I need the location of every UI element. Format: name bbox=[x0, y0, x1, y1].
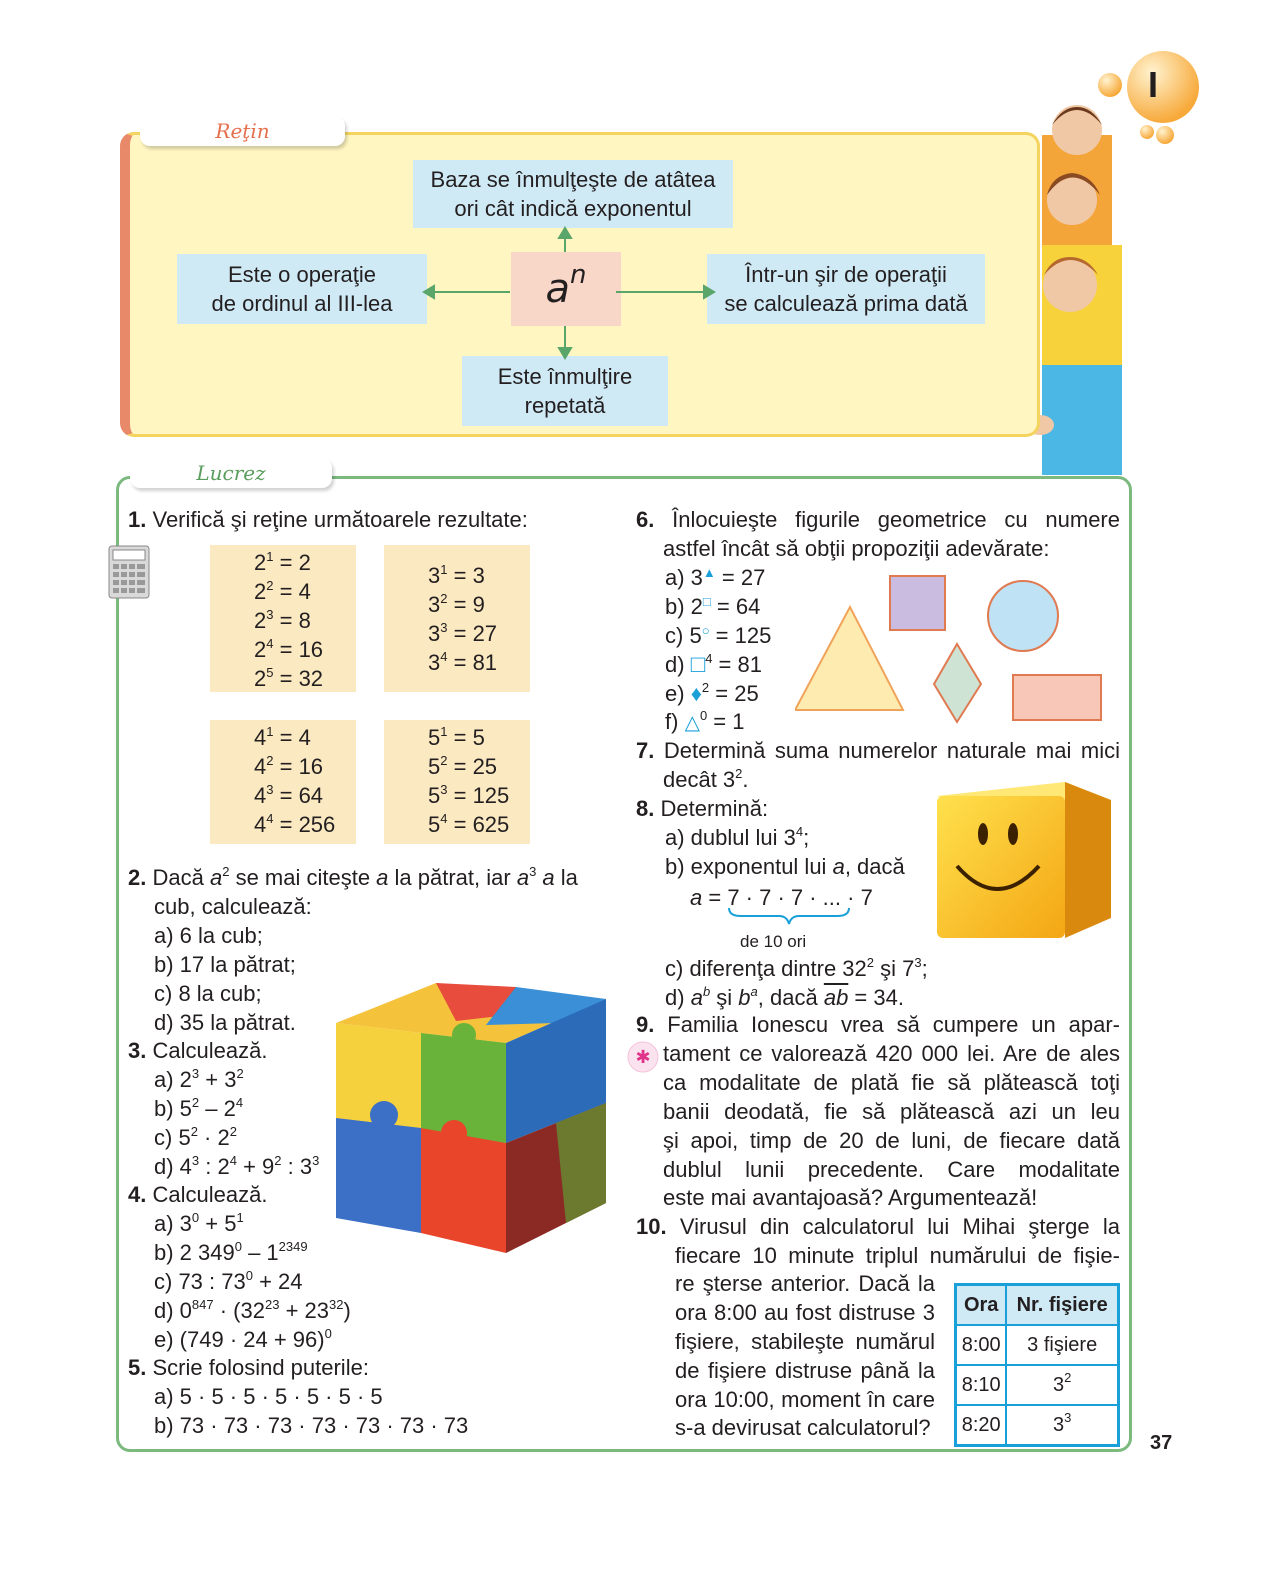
ex10-line4: ora 8:00 au fost distruse 3 bbox=[675, 1300, 935, 1325]
ex9-line2: tament ce valorează 420 000 lei. Are de ales bbox=[663, 1041, 1120, 1066]
ex2-var: a bbox=[376, 865, 389, 890]
t: – 1 bbox=[241, 1240, 279, 1265]
ex3-text: Calculează. bbox=[152, 1038, 268, 1063]
chapter-number: I bbox=[1148, 64, 1159, 105]
ex6-line2: astfel încât să obţii propoziţii adevărate: bbox=[663, 536, 1050, 561]
pow-exp: 1 bbox=[440, 723, 448, 739]
ex8-item-b bbox=[665, 853, 905, 881]
retin-right-box bbox=[707, 254, 985, 324]
e: 3 bbox=[914, 954, 922, 970]
table-cell bbox=[1006, 1325, 1118, 1365]
ex8-heading bbox=[636, 795, 768, 823]
e: 4 bbox=[795, 823, 804, 839]
retin-right-line1: Într-un şir de operaţii bbox=[745, 262, 947, 287]
t: + 9 bbox=[236, 1154, 275, 1179]
ex9-line7: este mai avantajoasă? Argumentează! bbox=[663, 1185, 1038, 1210]
t: = 64 bbox=[716, 594, 761, 619]
t: 3 fişiere bbox=[1027, 1333, 1098, 1356]
e: 3 bbox=[312, 1152, 320, 1168]
t: = 34. bbox=[848, 985, 904, 1010]
product: 7 · 7 · 7 · ... · 7 bbox=[727, 885, 873, 910]
t: a) 2 bbox=[154, 1067, 192, 1092]
ex4-item-d bbox=[154, 1297, 351, 1325]
t: · 2 bbox=[197, 1125, 230, 1150]
pow-result: = 2 bbox=[279, 550, 311, 575]
t: 3 bbox=[1053, 1373, 1065, 1396]
retin-top-line1: Baza se înmulţeşte de atâtea bbox=[430, 167, 716, 192]
lucrez-tab: Lucrez bbox=[130, 458, 332, 488]
ex1-text: Verifică şi reţine următoarele rezultate: bbox=[152, 507, 528, 532]
pow-base: 2 bbox=[254, 550, 267, 575]
t: şi bbox=[710, 985, 739, 1010]
e: 4 bbox=[705, 650, 713, 666]
var: b bbox=[738, 985, 751, 1010]
t: şi 7 bbox=[874, 956, 915, 981]
pow-exp: 3 bbox=[266, 606, 274, 622]
pow-row bbox=[428, 619, 530, 648]
square-icon: □ bbox=[702, 594, 711, 609]
brace-label: de 10 ori bbox=[740, 932, 807, 951]
ex2-exp: 2 bbox=[222, 863, 230, 879]
t: ) bbox=[343, 1298, 351, 1323]
var-overline: $\overline{ab}$ bbox=[823, 985, 849, 1010]
t: a) 3 bbox=[665, 565, 703, 590]
t: + 3 bbox=[199, 1067, 237, 1092]
pow-row bbox=[428, 723, 530, 752]
table-cell: 8:20 bbox=[956, 1405, 1007, 1446]
svg-text:✱: ✱ bbox=[635, 1047, 651, 1068]
pow-base: 5 bbox=[428, 812, 441, 837]
e: 2 bbox=[190, 1123, 198, 1139]
circle-icon: ○ bbox=[701, 623, 710, 638]
retin-top-line2: ori cât indică exponentul bbox=[454, 196, 692, 221]
geometric-shapes-illustration bbox=[795, 572, 1110, 727]
var: a bbox=[690, 985, 703, 1010]
triangle-icon: ▲ bbox=[702, 565, 716, 580]
pow-base: 5 bbox=[428, 754, 441, 779]
ex8-item-d bbox=[665, 984, 904, 1012]
ex5-item-a: a) 5 · 5 · 5 · 5 · 5 · 5 · 5 bbox=[154, 1384, 383, 1409]
calculator-icon bbox=[108, 545, 150, 599]
e: 2 bbox=[866, 954, 875, 970]
ex2-text: la pătrat, iar bbox=[388, 865, 517, 890]
ex8-number: 8. bbox=[636, 796, 655, 821]
pow-exp: 4 bbox=[266, 810, 274, 826]
table-cell bbox=[1006, 1365, 1118, 1405]
ex8-item-c bbox=[665, 955, 928, 983]
t: d) 4 bbox=[154, 1154, 192, 1179]
ex2-text: Dacă bbox=[152, 865, 210, 890]
ex2-line1 bbox=[128, 864, 578, 892]
pow-row bbox=[428, 810, 530, 839]
power-notation: a $^n$ bbox=[511, 252, 621, 326]
powers-of-3-box bbox=[384, 545, 530, 692]
ex1-heading bbox=[128, 506, 528, 534]
pow-result: = 32 bbox=[279, 666, 324, 691]
ex2-text: se mai citeşte bbox=[229, 865, 377, 890]
retin-left-line2: de ordinul al III-lea bbox=[211, 291, 393, 316]
pow-exp: 1 bbox=[440, 561, 448, 577]
curly-brace-icon bbox=[727, 906, 851, 926]
pow-row bbox=[254, 548, 356, 577]
e: 0 bbox=[324, 1325, 332, 1341]
pow-exp: 3 bbox=[440, 619, 448, 635]
t: c) 73 : 73 bbox=[154, 1269, 246, 1294]
e: 2349 bbox=[278, 1238, 308, 1254]
ex4-heading bbox=[128, 1181, 267, 1209]
ex7-line2 bbox=[663, 766, 749, 794]
e: 0 bbox=[191, 1209, 200, 1225]
pow-result: = 27 bbox=[453, 621, 498, 646]
ex6-item-d bbox=[665, 651, 762, 679]
ex6-item-a bbox=[665, 564, 765, 595]
diamond-icon: ♦ bbox=[690, 681, 702, 706]
powers-of-5-box bbox=[384, 720, 530, 844]
ex9-line6: dublul lunii precedente. Care modalitate bbox=[663, 1157, 1120, 1182]
t: + 23 bbox=[279, 1298, 329, 1323]
t: . bbox=[742, 767, 749, 792]
pow-row bbox=[254, 606, 356, 635]
pow-base: 4 bbox=[254, 754, 267, 779]
t: 3 bbox=[1053, 1413, 1065, 1436]
pow-exp: 1 bbox=[266, 723, 274, 739]
e: 3 bbox=[191, 1152, 200, 1168]
pow-row bbox=[254, 635, 356, 664]
files-table bbox=[954, 1283, 1120, 1447]
pow-exp: 2 bbox=[440, 752, 448, 768]
t: decât 3 bbox=[663, 767, 736, 792]
ex4-item-b bbox=[154, 1239, 308, 1267]
e: 4 bbox=[229, 1152, 237, 1168]
powers-of-2-box bbox=[210, 545, 356, 692]
pow-row bbox=[254, 723, 356, 752]
pow-result: = 81 bbox=[453, 650, 498, 675]
t: + 24 bbox=[252, 1269, 303, 1294]
t: b) 5 bbox=[154, 1096, 192, 1121]
puzzle-cube-illustration bbox=[336, 983, 608, 1255]
retin-top-box bbox=[413, 160, 733, 228]
pow-exp: 3 bbox=[266, 781, 274, 797]
pow-result: = 625 bbox=[453, 812, 510, 837]
pow-result: = 3 bbox=[453, 563, 485, 588]
star-marker-icon bbox=[626, 1040, 660, 1074]
ex6-item-c bbox=[665, 622, 771, 653]
pow-exp: 4 bbox=[266, 635, 274, 651]
ex6-item-b bbox=[665, 593, 760, 624]
ex1-number: 1. bbox=[128, 507, 147, 532]
e: 0 bbox=[245, 1267, 253, 1283]
smiley-cube-illustration bbox=[935, 778, 1113, 940]
var: a bbox=[690, 885, 703, 910]
table-cell: 8:10 bbox=[956, 1365, 1007, 1405]
pow-exp: 1 bbox=[266, 548, 274, 564]
pow-row bbox=[428, 781, 530, 810]
ex8-item-a bbox=[665, 824, 809, 852]
ex4-number: 4. bbox=[128, 1182, 147, 1207]
ex9-line5: şi apoi, timp de 20 de luni, de fiecare dată bbox=[663, 1128, 1120, 1153]
e: 4 bbox=[235, 1094, 244, 1110]
t: d) bbox=[665, 652, 691, 677]
powers-of-4-box bbox=[210, 720, 356, 844]
ex6-number: 6. bbox=[636, 507, 655, 532]
ex2-var: a bbox=[536, 865, 555, 890]
ex10-line8: s-a devirusat calculatorul? bbox=[675, 1415, 931, 1440]
t: d) 0 bbox=[154, 1298, 192, 1323]
ex7-line1 bbox=[636, 737, 1120, 765]
t: = 27 bbox=[721, 565, 766, 590]
ex10-line6: de fişiere distruse până la bbox=[675, 1358, 935, 1383]
ex8-text: Determină: bbox=[660, 796, 769, 821]
t: Virusul din calculatorul lui Mihai şterge la bbox=[679, 1214, 1120, 1239]
var: a bbox=[832, 854, 845, 879]
ex2-item-a: a) 6 la cub; bbox=[154, 923, 263, 948]
table-row bbox=[956, 1325, 1119, 1365]
pow-result: = 256 bbox=[279, 812, 336, 837]
table-header-row bbox=[956, 1285, 1119, 1326]
t: f) bbox=[665, 709, 685, 734]
pow-row bbox=[254, 577, 356, 606]
t: = 25 bbox=[709, 681, 759, 706]
t: ; bbox=[803, 825, 810, 850]
retin-bottom-line1: Este înmulţire bbox=[497, 364, 633, 389]
ex2-item-b: b) 17 la pătrat; bbox=[154, 952, 296, 977]
pow-result: = 5 bbox=[453, 725, 485, 750]
ex3-item-a bbox=[154, 1066, 244, 1094]
e: 2 bbox=[236, 1065, 244, 1081]
t: = 125 bbox=[715, 623, 772, 648]
e: 32 bbox=[329, 1296, 344, 1312]
ex2-var: a bbox=[209, 865, 223, 890]
pow-result: = 16 bbox=[279, 754, 324, 779]
retin-bottom-box bbox=[462, 356, 668, 426]
t: = 81 bbox=[712, 652, 762, 677]
pow-exp: 2 bbox=[266, 752, 274, 768]
var: a bbox=[750, 983, 758, 999]
ex9-line3: ca modalitate de plată fie să plătească toţi bbox=[663, 1070, 1120, 1095]
pow-base: 4 bbox=[254, 812, 267, 837]
pow-base: 4 bbox=[254, 725, 267, 750]
ex10-number: 10. bbox=[636, 1214, 667, 1239]
ex6-text: Înlocuieşte figurile geometrice cu numere bbox=[672, 507, 1120, 532]
e: 0 bbox=[699, 707, 708, 723]
pow-result: = 16 bbox=[279, 637, 324, 662]
ex4-item-a bbox=[154, 1210, 244, 1238]
pow-row bbox=[428, 648, 530, 677]
ex10-line7: ora 10:00, moment în care bbox=[675, 1387, 935, 1412]
ex2-text: la bbox=[554, 865, 578, 890]
table-cell: 8:00 bbox=[956, 1325, 1007, 1365]
ex5-item-b: b) 73 · 73 · 73 · 73 · 73 · 73 · 73 bbox=[154, 1413, 469, 1438]
e: 0 bbox=[234, 1238, 242, 1254]
e: 2 bbox=[191, 1094, 200, 1110]
ex5-heading bbox=[128, 1354, 369, 1382]
retin-left-line1: Este o operaţie bbox=[228, 262, 376, 287]
t: , dacă bbox=[757, 985, 824, 1010]
ex5-number: 5. bbox=[128, 1355, 147, 1380]
t: e) (749 · 24 + 96) bbox=[154, 1327, 325, 1352]
table-cell bbox=[1006, 1405, 1118, 1446]
t: b) 2 bbox=[665, 594, 703, 619]
ex10-line1 bbox=[636, 1213, 1120, 1241]
ex6-line1 bbox=[636, 506, 1120, 534]
ex3-item-c bbox=[154, 1124, 237, 1152]
e: 1 bbox=[236, 1209, 244, 1225]
pow-result: = 64 bbox=[279, 783, 324, 808]
t: b) exponentul lui bbox=[665, 854, 833, 879]
ex6-item-f bbox=[665, 708, 745, 737]
ex3-item-d bbox=[154, 1153, 319, 1181]
ex2-item-c: c) 8 la cub; bbox=[154, 981, 262, 1006]
t: + 5 bbox=[199, 1211, 237, 1236]
pow-row bbox=[254, 781, 356, 810]
t: c) 5 bbox=[665, 623, 702, 648]
pow-exp: 4 bbox=[440, 648, 448, 664]
pow-exp: 2 bbox=[266, 577, 274, 593]
t: ; bbox=[921, 956, 928, 981]
ex10-line3: re şterse anterior. Dacă la bbox=[675, 1271, 935, 1296]
ex6-item-e bbox=[665, 680, 759, 708]
t: : 2 bbox=[199, 1154, 230, 1179]
retin-tab: Reţin bbox=[140, 116, 345, 146]
ex4-text: Calculează. bbox=[152, 1182, 268, 1207]
e: 23 bbox=[264, 1296, 280, 1312]
pow-result: = 125 bbox=[453, 783, 510, 808]
pow-base: 2 bbox=[254, 608, 267, 633]
ex10-line2: fiecare 10 minute triplul numărului de fişie- bbox=[675, 1243, 1120, 1268]
table-header: Ora bbox=[956, 1285, 1007, 1326]
t: · (32 bbox=[213, 1298, 265, 1323]
retin-left-box bbox=[177, 254, 427, 324]
t: c) 5 bbox=[154, 1125, 191, 1150]
pow-exp: 4 bbox=[440, 810, 448, 826]
ex3-item-b bbox=[154, 1095, 243, 1123]
t: Familia Ionescu vrea să cumpere un apar- bbox=[667, 1012, 1120, 1037]
t: c) diferenţa dintre 32 bbox=[665, 956, 867, 981]
pow-result: = 8 bbox=[279, 608, 311, 633]
ex9-line1 bbox=[636, 1011, 1120, 1039]
ex2-number: 2. bbox=[128, 865, 147, 890]
pow-row bbox=[254, 664, 356, 693]
pow-row bbox=[428, 590, 530, 619]
table-row bbox=[956, 1365, 1119, 1405]
square-icon: □ bbox=[690, 651, 706, 678]
ex2-line2: cub, calculează: bbox=[154, 894, 312, 919]
pow-row bbox=[254, 810, 356, 839]
t: d) bbox=[665, 985, 691, 1010]
pow-base: 5 bbox=[428, 725, 441, 750]
retin-right-line2: se calculează prima dată bbox=[724, 291, 968, 316]
t: , dacă bbox=[844, 854, 905, 879]
pow-result: = 4 bbox=[279, 725, 311, 750]
t: = 1 bbox=[707, 709, 745, 734]
table-row bbox=[956, 1405, 1119, 1446]
e: 2 bbox=[701, 679, 710, 695]
retin-arrows bbox=[420, 226, 720, 362]
pow-base: 3 bbox=[428, 650, 441, 675]
e: 3 bbox=[1064, 1409, 1072, 1425]
pow-exp: 2 bbox=[440, 590, 448, 606]
page-number: 37 bbox=[1150, 1432, 1173, 1454]
pow-base: 4 bbox=[254, 783, 267, 808]
pow-row bbox=[254, 752, 356, 781]
t: b) 2 349 bbox=[154, 1240, 235, 1265]
pow-base: 2 bbox=[254, 579, 267, 604]
e: 3 bbox=[191, 1065, 200, 1081]
t: : 3 bbox=[281, 1154, 313, 1179]
pow-base: 3 bbox=[428, 592, 441, 617]
t: a) 3 bbox=[154, 1211, 192, 1236]
triangle-icon: △ bbox=[684, 712, 700, 734]
pow-row bbox=[428, 561, 530, 590]
e: 2 bbox=[1064, 1369, 1072, 1385]
t: = bbox=[702, 885, 728, 910]
pow-base: 2 bbox=[254, 637, 267, 662]
ex2-item-d: d) 35 la pătrat. bbox=[154, 1010, 296, 1035]
t: a) dublul lui 3 bbox=[665, 825, 796, 850]
ex9-number: 9. bbox=[636, 1012, 655, 1037]
ex2-exp: 3 bbox=[529, 863, 537, 879]
pow-base: 2 bbox=[254, 666, 267, 691]
ex7-text: Determină suma numerelor naturale mai mici bbox=[663, 738, 1120, 763]
var: b bbox=[702, 983, 711, 999]
pow-base: 3 bbox=[428, 621, 441, 646]
ex7-number: 7. bbox=[636, 738, 655, 763]
table-header: Nr. fişiere bbox=[1006, 1285, 1118, 1326]
retin-bottom-line2: repetată bbox=[524, 393, 606, 418]
ex4-item-c bbox=[154, 1268, 303, 1296]
ex3-number: 3. bbox=[128, 1038, 147, 1063]
ex3-heading bbox=[128, 1037, 267, 1065]
ex2-var: a bbox=[516, 865, 530, 890]
pow-base: 5 bbox=[428, 783, 441, 808]
ex10-line5: fişiere, stabileşte numărul bbox=[675, 1329, 935, 1354]
pow-exp: 5 bbox=[266, 664, 274, 680]
e: 2 bbox=[735, 765, 743, 781]
pow-base: 3 bbox=[428, 563, 441, 588]
e: 847 bbox=[191, 1296, 214, 1312]
power-base: a bbox=[545, 266, 571, 312]
t: e) bbox=[665, 681, 691, 706]
pow-result: = 9 bbox=[453, 592, 485, 617]
e: 2 bbox=[274, 1152, 282, 1168]
pow-row bbox=[428, 752, 530, 781]
ex5-text: Scrie folosind puterile: bbox=[152, 1355, 369, 1380]
t: – 2 bbox=[199, 1096, 236, 1121]
ex9-line4: banii deodată, fie să plătească azi un leu bbox=[663, 1099, 1120, 1124]
ex4-item-e bbox=[154, 1326, 332, 1354]
pow-result: = 25 bbox=[453, 754, 498, 779]
pow-result: = 4 bbox=[279, 579, 311, 604]
pow-exp: 3 bbox=[440, 781, 448, 797]
e: 2 bbox=[229, 1123, 237, 1139]
